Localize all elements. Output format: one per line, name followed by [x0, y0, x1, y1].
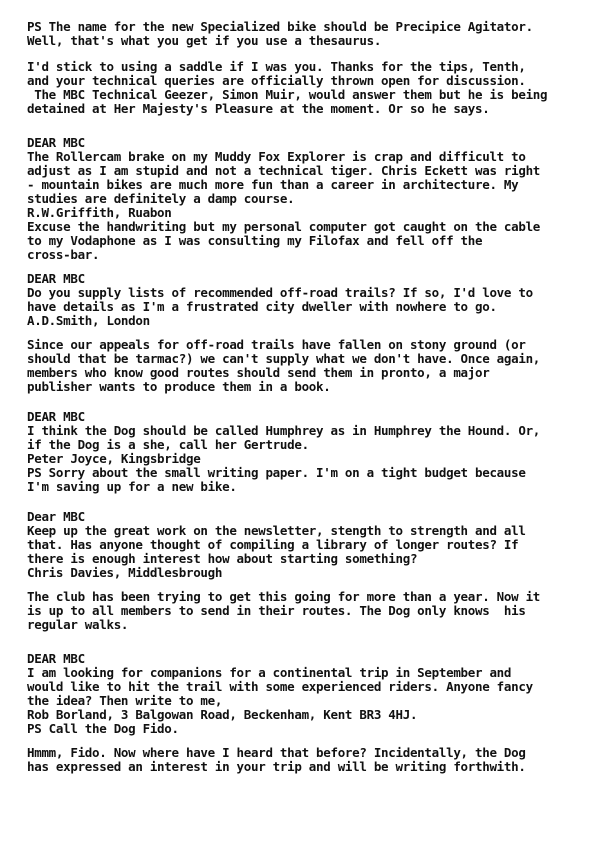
- text-line: PS Call the Dog Fido.: [27, 721, 179, 736]
- letter-salutation: DEAR MBC: [27, 651, 85, 666]
- text-line: The MBC Technical Geezer, Simon Muir, would answer them but he is being: [27, 87, 548, 102]
- text-line: detained at Her Majesty's Pleasure at the moment. Or so he says.: [27, 101, 490, 116]
- letter-signature: A.D.Smith, London: [27, 313, 150, 328]
- text-line: have details as I'm a frustrated city dweller with nowhere to go.: [27, 299, 497, 314]
- text-line: is up to all members to send in their routes. The Dog only knows his: [27, 603, 526, 618]
- text-line: publisher wants to produce them in a book.: [27, 379, 331, 394]
- text-line: if the Dog is a she, call her Gertrude.: [27, 437, 309, 452]
- letter-salutation: DEAR MBC: [27, 135, 85, 150]
- text-line: Since our appeals for off-road trails have fallen on stony ground (or: [27, 337, 526, 352]
- text-line: Hmmm, Fido. Now where have I heard that before? Incidentally, the Dog: [27, 745, 526, 760]
- text-line: there is enough interest how about starting something?: [27, 551, 418, 566]
- text-line: to my Vodaphone as I was consulting my Filofax and fell off the: [27, 233, 483, 248]
- text-line: PS The name for the new Specialized bike should be Precipice Agitator.: [27, 19, 533, 34]
- letter-salutation: DEAR MBC: [27, 271, 85, 286]
- text-line: Keep up the great work on the newsletter, stength to strength and all: [27, 523, 526, 538]
- text-line: I'm saving up for a new bike.: [27, 479, 237, 494]
- text-line: I'd stick to using a saddle if I was you. Thanks for the tips, Tenth,: [27, 59, 526, 74]
- text-line: the idea? Then write to me,: [27, 693, 223, 708]
- text-line: studies are definitely a damp course.: [27, 191, 295, 206]
- text-line: that. Has anyone thought of compiling a library of longer routes? If: [27, 537, 519, 552]
- text-line: and your technical queries are officially thrown open for discussion.: [27, 73, 526, 88]
- text-line: I think the Dog should be called Humphrey as in Humphrey the Hound. Or,: [27, 423, 541, 438]
- letter-signature: Chris Davies, Middlesbrough: [27, 565, 223, 580]
- text-line: has expressed an interest in your trip and will be writing forthwith.: [27, 759, 526, 774]
- text-line: Excuse the handwriting but my personal computer got caught on the cable: [27, 219, 541, 234]
- letter-signature: Peter Joyce, Kingsbridge: [27, 451, 201, 466]
- letter-salutation: Dear MBC: [27, 509, 85, 524]
- text-line: The Rollercam brake on my Muddy Fox Explorer is crap and difficult to: [27, 149, 526, 164]
- text-line: I am looking for companions for a continental trip in September and: [27, 665, 512, 680]
- text-line: regular walks.: [27, 617, 129, 632]
- letter-signature: R.W.Griffith, Ruabon: [27, 205, 172, 220]
- text-line: should that be tarmac?) we can't supply what we don't have. Once again,: [27, 351, 541, 366]
- text-line: - mountain bikes are much more fun than a career in architecture. My: [27, 177, 519, 192]
- text-line: adjust as I am stupid and not a technical tiger. Chris Eckett was right: [27, 163, 541, 178]
- letter-salutation: DEAR MBC: [27, 409, 85, 424]
- text-line: members who know good routes should send them in pronto, a major: [27, 365, 490, 380]
- text-line: Well, that's what you get if you use a thesaurus.: [27, 33, 382, 48]
- text-line: The club has been trying to get this going for more than a year. Now it: [27, 589, 541, 604]
- text-line: would like to hit the trail with some experienced riders. Anyone fancy: [27, 679, 533, 694]
- text-line: PS Sorry about the small writing paper. I'm on a tight budget because: [27, 465, 526, 480]
- text-line: cross-bar.: [27, 247, 100, 262]
- text-line: Do you supply lists of recommended off-road trails? If so, I'd love to: [27, 285, 533, 300]
- letter-signature: Rob Borland, 3 Balgowan Road, Beckenham, Kent BR3 4HJ.: [27, 707, 418, 722]
